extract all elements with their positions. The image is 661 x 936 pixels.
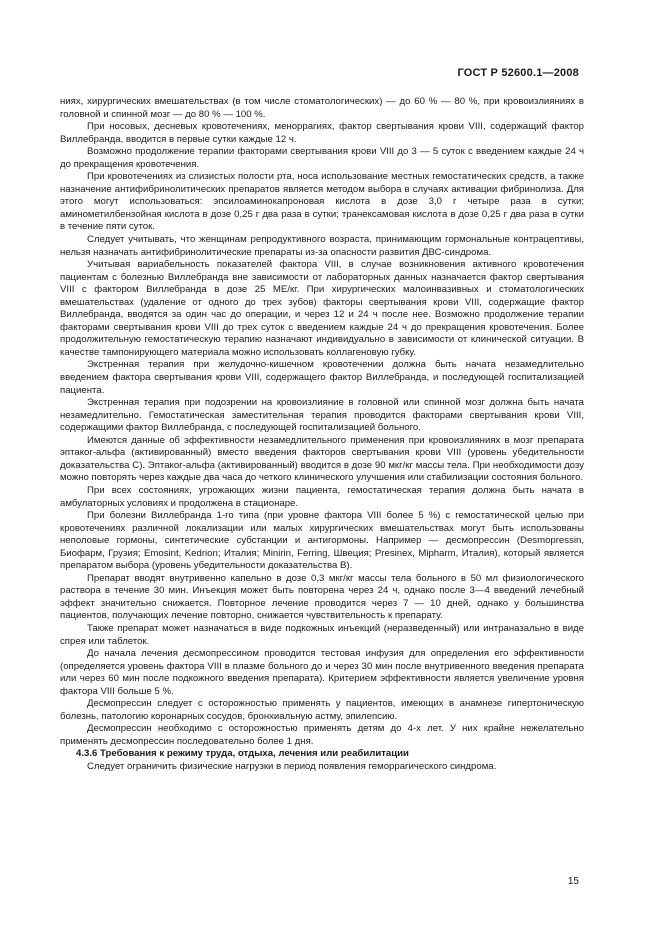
paragraph: При болезни Виллебранда 1-го типа (при уровне фактора VIII более 5 %) с гемостатической целью при кровотечениях различной локализации или малых хирургических вмешательствах могут быть использованы неполовые гормоны, синтетические субстанции и антигормоны. Например — десмопрессин (Desmopressin, Биофарм, Грузия; Emosint, Kedrion; Италия; Minirin, Ferring, Швеция; Presinex, Mipharm, Италия), который является препаратом выбора (уровень убедительности доказательства В). bbox=[60, 510, 584, 572]
paragraph: Следует учитывать, что женщинам репродуктивного возраста, принимающим гормональные контрацептивы, нельзя назначать антифибринолитические препараты из-за опасности развития ДВС-синдрома. bbox=[60, 234, 584, 258]
paragraph: Экстренная терапия при желудочно-кишечном кровотечении должна быть начата незамедлительно введением фактора свертывания крови VIII, содержащего фактор Виллебранда, и последующей госпитализацией пациента. bbox=[60, 359, 584, 396]
paragraph: Препарат вводят внутривенно капельно в дозе 0,3 мкг/кг массы тела больного в 50 мл физиологического раствора в течение 30 мин. Инъекция может быть повторена через 24 ч, однако после 3—4 введений лечебный эффект значительно снижается. Повторное лечение проводится через 7 — 10 дней, однако у большинства пациентов, получающих лечение повторно, снижается чувствительность к препарату. bbox=[60, 572, 584, 622]
paragraph: Учитывая вариабельность показателей фактора VIII, в случае возникновения активного кровотечения пациентам с болезнью Виллебранда вне зависимости от лабораторных данных назначается фактор свертывания VIII с фактором Виллебранда в дозе 25 МЕ/кг. При хирургических малоинвазивных и стоматологических вмешательствах (удаление от одного до трех зубов) факторы свертывания крови VIII, содержащие фактор Виллебранда, вводятся за один час до операции, и через 12 и 24 ч после нее. Возможно продолжение терапии факторами свертывания крови VIII до трех суток с введением каждые 24 ч до прекращения кровотечения. Более продолжительную гемостатическую терапию назначают индивидуально в зависимости от клинической ситуации. В качестве тампонирующего материала можно использовать коллагеновую губку. bbox=[60, 259, 584, 358]
paragraph: Возможно продолжение терапии факторами свертывания крови VIII до 3 — 5 суток с введением каждые 24 ч до прекращения кровотечения. bbox=[60, 146, 584, 170]
paragraph: При кровотечениях из слизистых полости рта, носа использование местных гемостатических средств, а также назначение антифибринолитических препаратов является методом выбора в случаях активации фибринолиза. Для этого могут использоваться: эпсилоаминокапроновая кислота в дозе 3,0 г четыре раза в сутки; аминометилбензойная кислота в дозе 0,25 г два раза в сутки; транексамовая кислота в дозе 0,25 г два раза в сутки в течение пяти суток. bbox=[60, 171, 584, 233]
page-number: 15 bbox=[567, 876, 579, 887]
paragraph: Десмопрессин необходимо с осторожностью применять детям до 4-х лет. У них крайне нежелательно применять десмопрессин последовательно более 1 дня. bbox=[60, 723, 584, 747]
paragraph: Имеются данные об эффективности незамедлительного применения при кровоизлияниях в мозг препарата эптаког-альфа (активированный) вместо введения факторов свертывания крови VIII (уровень убедительности доказательства С). Эптаког-альфа (активированный) вводится в дозе 90 мкг/кг массы тела. При необходимости дозу можно повторять через каждые два часа до четкого клинического улучшения или стабилизации состояния больного. bbox=[60, 434, 584, 484]
paragraph: Десмопрессин следует с осторожностью применять у пациентов, имеющих в анамнезе гипертоническую болезнь, патологию коронарных сосудов, бронхиальную астму, эпилепсию. bbox=[60, 698, 584, 722]
paragraph: При носовых, десневых кровотечениях, меноррагиях, фактор свертывания крови VIII, содержащий фактор Виллебранда, вводится в первые сутки каждые 12 ч. bbox=[60, 121, 584, 145]
document-code: ГОСТ Р 52600.1—2008 bbox=[457, 67, 579, 79]
document-body bbox=[60, 96, 584, 774]
paragraph: ниях, хирургических вмешательствах (в том числе стоматологических) — до 60 % — 80 %, при кровоизлияниях в головной и спинной мозг — до 80 % — 100 %. bbox=[60, 96, 584, 120]
section-heading: 4.3.6 Требования к режиму труда, отдыха, лечения или реабилитации bbox=[76, 748, 409, 760]
paragraph: До начала лечения десмопрессином проводится тестовая инфузия для определения его эффективности (определяется уровень фактора VIII в плазме больного до и через 30 мин после внутривенного введения препарата или через 60 мин после подкожного введения препарата). Критерием эффективности является увеличение уровня фактора VIII больше 5 %. bbox=[60, 648, 584, 697]
paragraph: Также препарат может назначаться в виде подкожных инъекций (неразведенный) или интраназально в виде спрея или таблеток. bbox=[60, 622, 584, 647]
paragraph: Экстренная терапия при подозрении на кровоизлияние в головной или спинной мозг должна быть начата незамедлительно. Гемостатическая заместительная терапия проводится факторами свертывания крови VIII, содержащими фактор Виллебранда, с последующей госпитализацией больного. bbox=[60, 397, 584, 434]
paragraph: При всех состояниях, угрожающих жизни пациента, гемостатическая терапия должна быть начата в амбулаторных условиях и продолжена в стационаре. bbox=[60, 484, 584, 509]
paragraph: Следует ограничить физические нагрузки в период появления геморрагического синдрома. bbox=[87, 760, 497, 772]
